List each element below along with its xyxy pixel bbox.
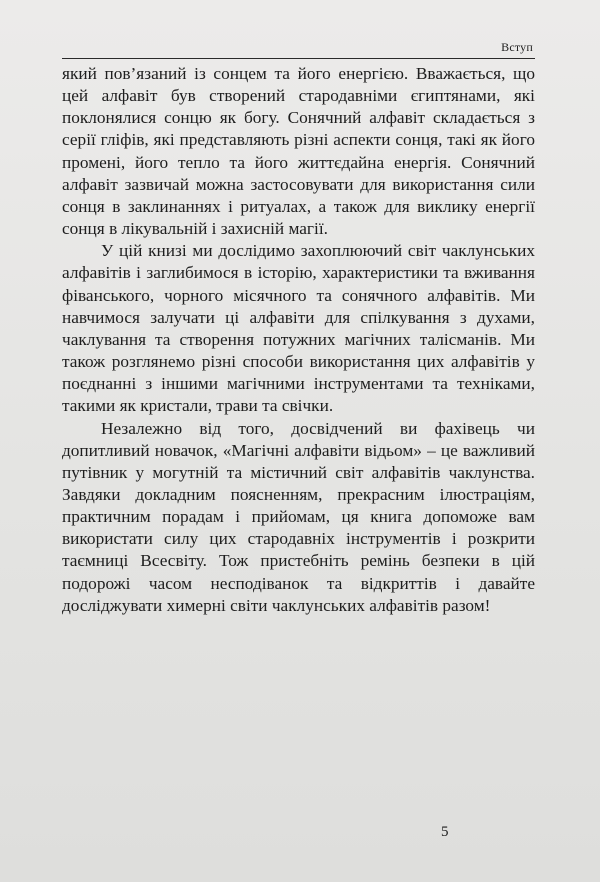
running-header	[62, 34, 535, 59]
paragraph-closing: Незалежно від того, досвідчений ви фахівець чи допитливий новачок, «Магічні алфавіти відьом» – це важливий путівник у могутній та містичний світ алфавітів чаклунства. Завдяки докладним поясненням, прекрасним ілюстраціям, практичним порадам і прийомам, ця книга допоможе вам використати силу цих стародавніх інструментів і розкрити таємниці Всесвіту. Тож пристебніть ремінь безпеки в цій подорожі часом несподіванок та відкриттів і давайте досліджувати химерні світи чаклунських алфавітів разом!	[62, 418, 535, 615]
running-header-title: Вступ	[501, 40, 533, 54]
paragraph-book-overview: У цій книзі ми дослідимо захоплюючий світ чаклунських алфавітів і заглибимося в історію, характеристики та вживання фіванського, чорного місячного та сонячного алфавітів. Ми навчимося залучати ці алфавіти для спілкування з духами, чаклування та створення потужних магічних талісманів. Ми також розглянемо різні способи використання цих алфавітів у поєднанні з іншими магічними інструментами та техніками, такими як кристали, трави та свічки.	[62, 241, 535, 416]
paragraph-continuation: який пов’язаний із сонцем та його енергією. Вважається, що цей алфавіт був створений стародавніми єгиптянами, які поклонялися сонцю як богу. Сонячний алфавіт складається з серії гліфів, які представляють різні аспекти сонця, такі як його промені, його тепло та його життєдайна енергія. Сонячний алфавіт зазвичай можна застосовувати для використання сили сонця в заклинаннях і ритуалах, а також для виклику енергії сонця в лікувальній і захисній магії.	[62, 64, 535, 239]
body-text	[62, 63, 535, 617]
page-number: 5	[441, 824, 449, 840]
